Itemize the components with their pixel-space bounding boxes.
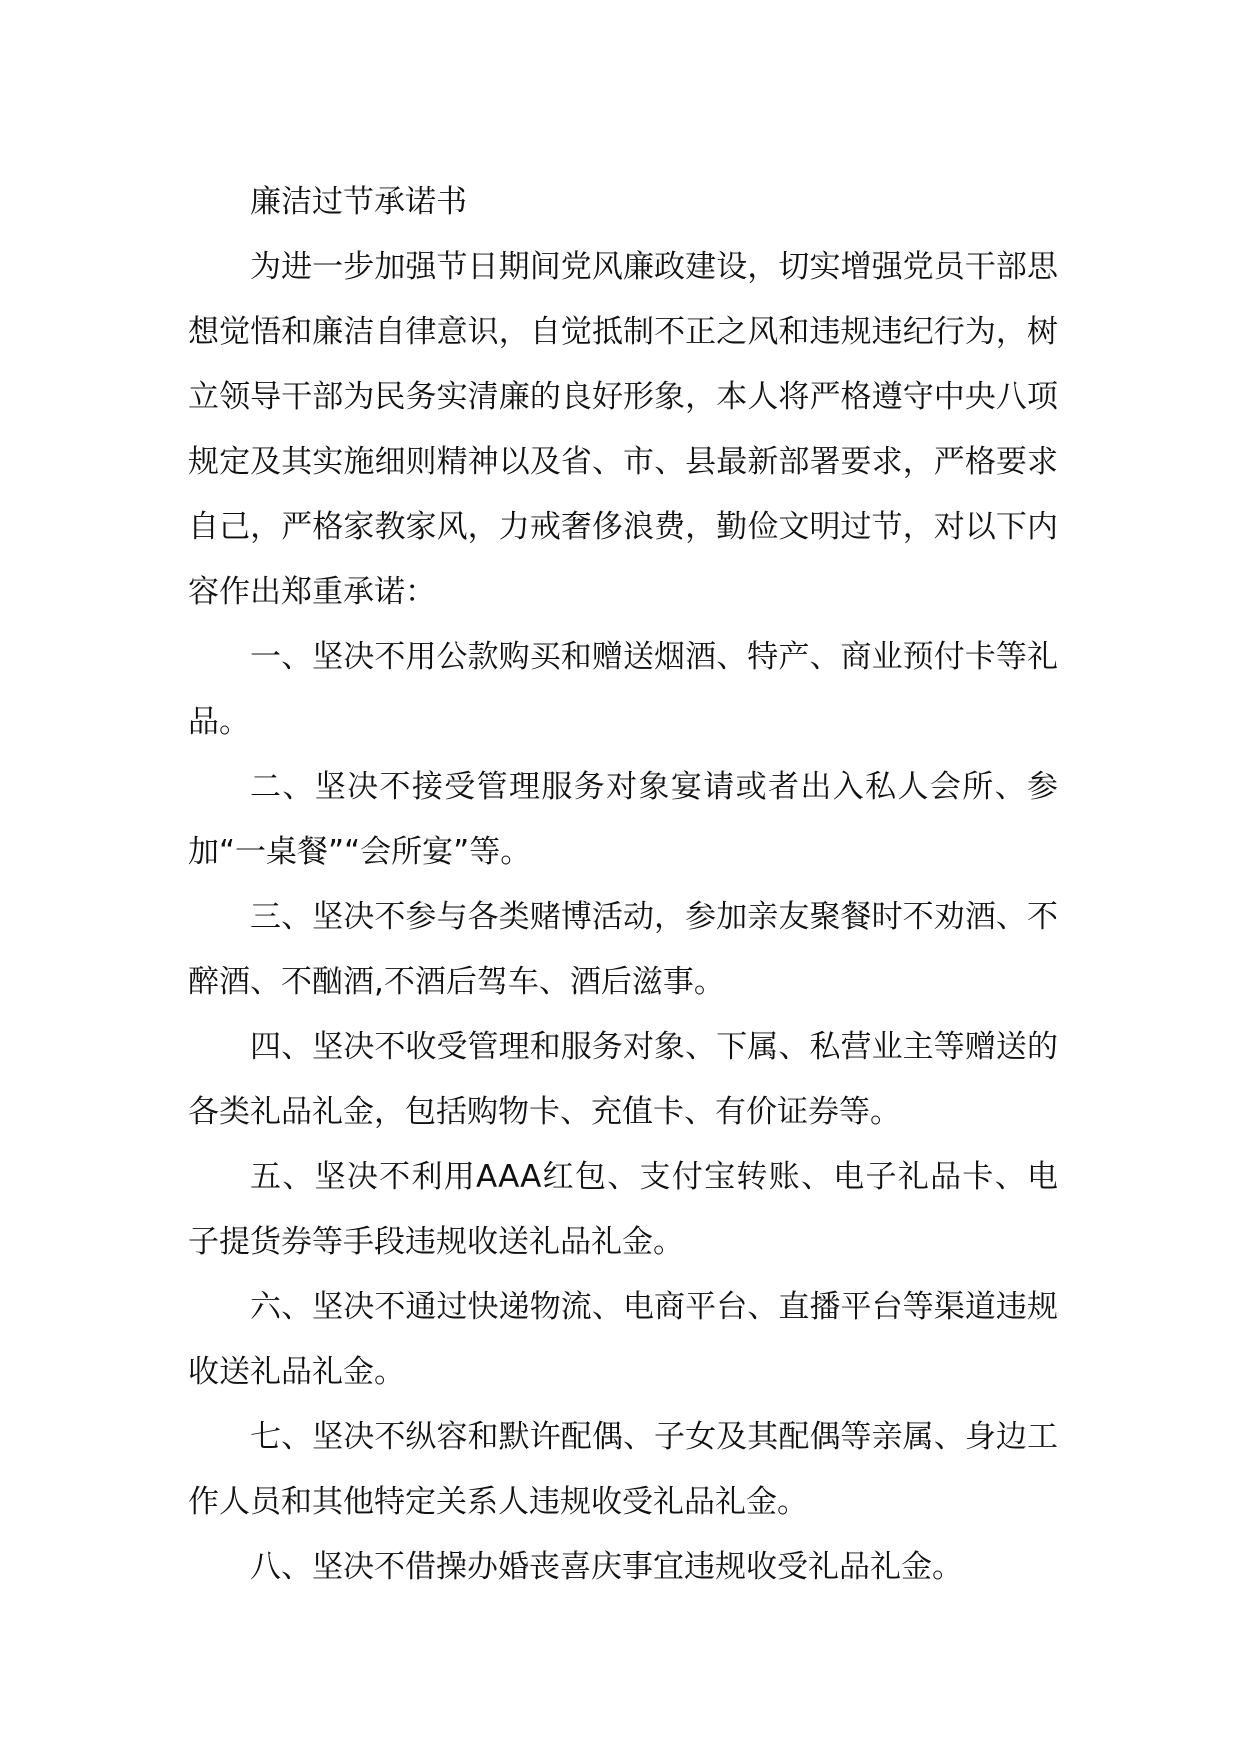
commitment-item-6: 六、坚决不通过快递物流、电商平台、直播平台等渠道违规收送礼品礼金。 [188,1289,1058,1390]
document-body [188,170,1058,1600]
commitment-item-3: 三、坚决不参与各类赌博活动，参加亲友聚餐时不劝酒、不醉酒、不酗酒,不酒后驾车、酒后滋事。 [188,899,1058,1000]
commitment-item-5: 五、坚决不利用AAA红包、支付宝转账、电子礼品卡、电子提货券等手段违规收送礼品礼金。 [188,1159,1058,1260]
commitment-item-1: 一、坚决不用公款购买和赠送烟酒、特产、商业预付卡等礼品。 [188,639,1058,740]
commitment-item-4: 四、坚决不收受管理和服务对象、下属、私营业主等赠送的各类礼品礼金，包括购物卡、充值卡、有价证券等。 [188,1029,1058,1130]
intro-paragraph: 为进一步加强节日期间党风廉政建设，切实增强党员干部思想觉悟和廉洁自律意识，自觉抵制不正之风和违规违纪行为，树立领导干部为民务实清廉的良好形象，本人将严格遵守中央八项规定及其实施细则精神以及省、市、县最新部署要求，严格要求自己，严格家教家风，力戒奢侈浪费，勤俭文明过节，对以下内容作出郑重承诺： [188,249,1058,610]
commitment-item-7: 七、坚决不纵容和默许配偶、子女及其配偶等亲属、身边工作人员和其他特定关系人违规收受礼品礼金。 [188,1419,1058,1520]
commitment-item-8: 八、坚决不借操办婚丧喜庆事宜违规收受礼品礼金。 [250,1549,963,1585]
document-title: 廉洁过节承诺书 [250,184,467,220]
commitment-item-2: 二、坚决不接受管理服务对象宴请或者出入私人会所、参加“一桌餐”“会所宴”等。 [188,769,1058,870]
